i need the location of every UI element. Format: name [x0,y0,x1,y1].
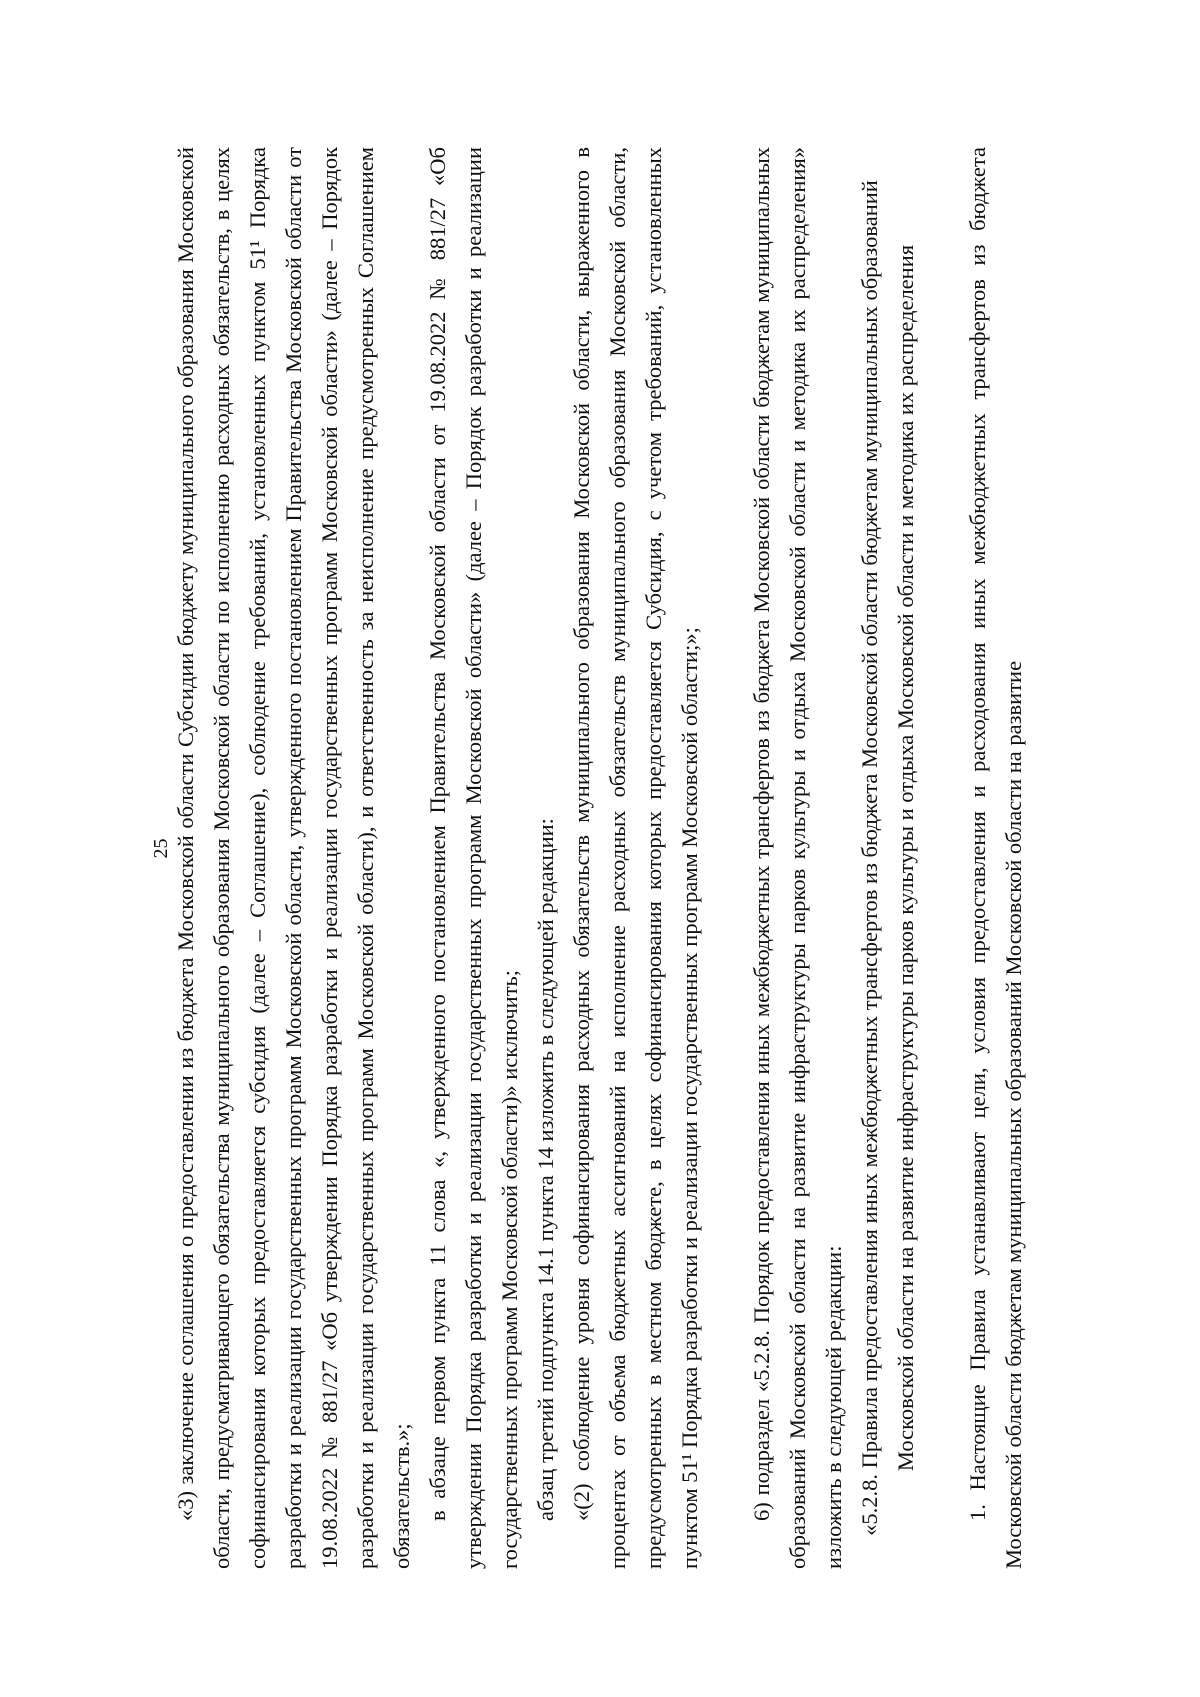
page-number: 25 [150,838,172,859]
paragraph-subsection-5-2-8-intro: 6) подраздел «5.2.8. Порядок предоставления иных межбюджетных трансфертов из бюджета Московской области бюджетам муниципальных образований Московской области на развитие инфраструктуры парков культуры и отдыха Московской области и методика их распределения» изложить в следующей редакции: [749,147,846,1569]
paragraph-item-11-amendment: в абзаце первом пункта 11 слова «, утвержденного постановлением Правительства Московской области от 19.08.2022 № 881/27 «Об утверждении Порядка разработки и реализации государственных программ Московской области» (далее – Порядок разработки и реализации государственных программ Московской области)» исключить; [425,147,522,1569]
paragraph-agreement-conclusion: «3) заключение соглашения о предоставлении из бюджета Московской области Субсидии бюджету муниципального образования Московской области, предусматривающего обязательства муниципального образования Московской области по исполнению расходных обязательств, в целях софинансирования которых предоставляется субсидия (далее – Соглашение), соблюдение требований, установленных пунктом 51¹ Порядка разработки и реализации государственных программ Московской области, утвержденного постановлением Правительства Московской области от 19.08.2022 № 881/27 «Об утверждении Порядка разработки и реализации государственных программ Московской области» (далее – Порядок разработки и реализации государственных программ Московской области), и ответственность за неисполнение предусмотренных Соглашением обязательств.»; [173,147,414,1569]
paragraph-subitem-14-1-intro: абзац третий подпункта 14.1 пункта 14 изложить в следующей редакции: [533,818,558,1521]
paragraph-rules-item-1: 1. Настоящие Правила устанавливают цели, условия предоставления и расходования иных межбюджетных трансфертов из бюджета Московской области бюджетам муниципальных образований Московской области на развитие [965,147,1026,1569]
paragraph-cofinancing-level: «(2) соблюдение уровня софинансирования расходных обязательств муниципального образования Московской области, выраженного в процентах от объема бюджетных ассигнований на исполнение расходных обязательств муниципального образования Московской области, предусмотренных в местном бюджете, в целях софинансирования которых предоставляется Субсидия, с учетом требований, установленных пунктом 51¹ Порядка разработки и реализации государственных программ Московской области;»; [569,147,702,1569]
document-body [168,147,1032,1569]
section-heading-5-2-8: «5.2.8. Правила предоставления иных межбюджетных трансфертов из бюджета Московской области бюджетам муниципальных образований Московской области на развитие инфраструктуры парков культуры и отдыха Московской области и методика их распределения [857,180,918,1536]
